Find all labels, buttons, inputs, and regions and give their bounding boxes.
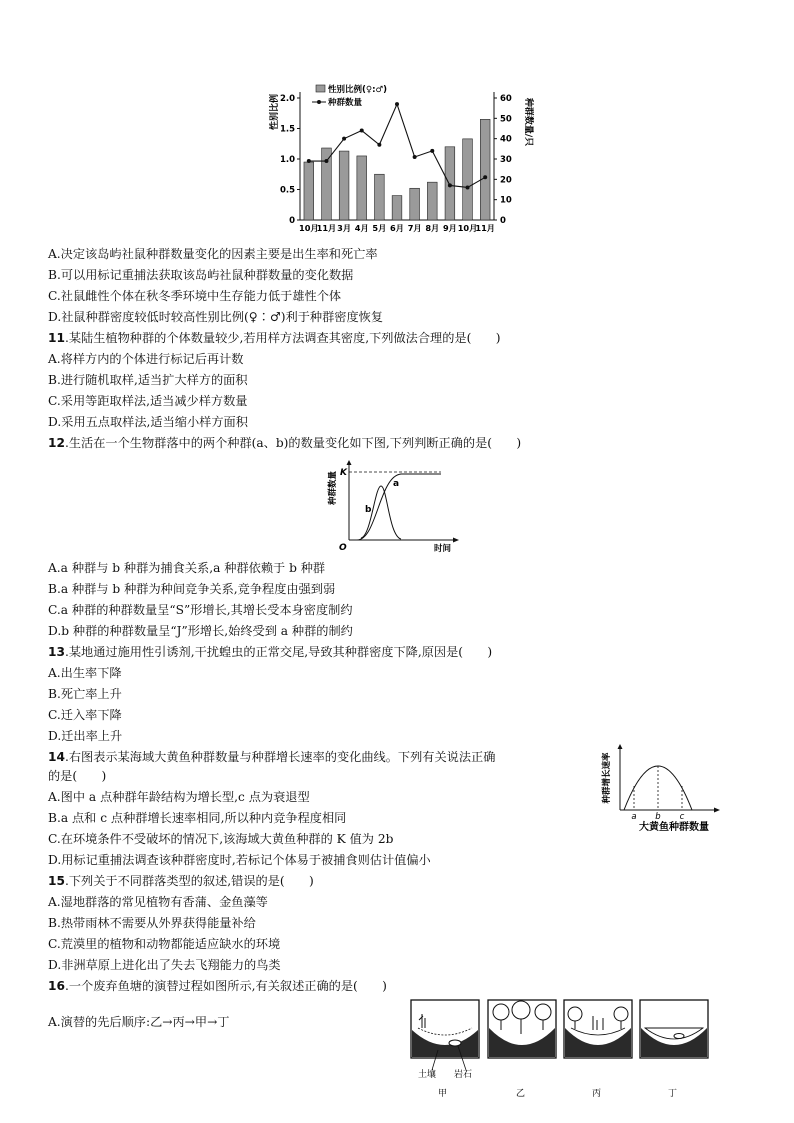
x-tick-label: 10月 [299,223,319,233]
origin-label: O [339,543,347,553]
succession-diagram [410,998,730,1100]
growth-rate-chart [600,742,725,840]
q14-option-a: A.图中 a 点种群年龄结构为增长型,c 点为衰退型 [48,790,310,804]
q12-option-a: A.a 种群与 b 种群为捕食关系,a 种群依赖于 b 种群 [48,561,326,575]
q14-stem: 14.右图表示某海域大黄鱼种群数量与种群增长速率的变化曲线。下列有关说法正确 [48,750,496,764]
panel-label-yi: 乙 [516,1089,526,1099]
line-point [430,149,434,153]
y-axis-label: 种群增长速率 [602,752,612,804]
line-point [395,102,399,106]
bar [480,119,490,220]
x-tick-label: 11月 [316,223,337,233]
y2-tick-label: 40 [500,134,512,145]
q12-option-d: D.b 种群的种群数量呈“J”形增长,始终受到 a 种群的制约 [48,624,353,638]
line-point [342,137,346,141]
x-axis-label: 时间 [434,544,452,554]
q10-option-c: C.社鼠雌性个体在秋冬季环境中生存能力低于雄性个体 [48,289,342,303]
panel-jia [411,1000,479,1070]
bar [375,174,385,220]
population-line [309,104,485,187]
q14-stem-cont: 的是( ) [48,769,107,783]
line-point [307,159,311,163]
q11-option-a: A.将样方内的个体进行标记后再计数 [48,352,244,366]
legend-bar-label: 性别比例(♀:♂) [328,85,388,95]
bar [427,182,437,220]
legend-line-label: 种群数量 [328,98,363,108]
q16-stem: 16.一个废弃鱼塘的演替过程如图所示,有关叙述正确的是( ) [48,979,387,993]
q12-stem: 12.生活在一个生物群落中的两个种群(a、b)的数量变化如下图,下列判断正确的是( ) [48,436,522,450]
line-point [377,143,381,147]
x-axis-label: 大黄鱼种群数量 [639,822,709,833]
x-tick-label: 5月 [372,223,387,233]
soil-label: 土壤 [418,1070,437,1080]
sex-ratio-chart [268,82,536,234]
bar [339,151,349,220]
y-axis-arrow [347,460,352,465]
bar [304,162,314,220]
y-tick-label: 1.5 [279,124,295,135]
panel-label-jia: 甲 [438,1089,448,1099]
x-tick-label: 11月 [475,223,495,233]
line-point [483,175,487,179]
y-tick-label: 0.5 [279,185,295,196]
y2-tick-label: 50 [500,114,512,125]
k-label: K [340,468,347,478]
x-tick-label: 9月 [442,223,457,233]
q15-option-b: B.热带雨林不需要从外界获得能量补给 [48,916,256,930]
bar [322,148,332,220]
q12-option-b: B.a 种群与 b 种群为种间竞争关系,竞争程度由强到弱 [48,582,336,596]
y2-tick-label: 0 [500,216,506,226]
q15-option-a: A.湿地群落的常见植物有香蒲、金鱼藻等 [48,895,268,909]
panel-label-bing: 丙 [592,1089,602,1099]
q11-option-d: D.采用五点取样法,适当缩小样方面积 [48,415,248,429]
panel-yi [488,1000,556,1058]
bar [392,196,402,220]
y-axis-arrow [618,744,623,749]
q13-option-a: A.出生率下降 [48,666,122,680]
y2-tick-label: 30 [500,155,512,165]
y2-axis-label: 种群数量/只 [523,97,533,147]
q12-option-c: C.a 种群的种群数量呈“S”形增长,其增长受本身密度制约 [48,603,353,617]
y-axis-label: 性别比例 [270,93,280,131]
x-tick-label: 10月 [457,223,478,233]
q14-option-d: D.用标记重捕法调查该种群密度时,若标记个体易于被捕食则估计值偏小 [48,853,431,867]
q15-option-c: C.荒漠里的植物和动物都能适应缺水的环境 [48,937,281,951]
q10-option-d: D.社鼠种群密度较低时较高性别比例(♀∶♂)利于种群密度恢复 [48,310,384,324]
bar [410,188,420,220]
panel-bing [564,1000,632,1058]
q13-option-d: D.迁出率上升 [48,729,123,743]
curve-b-label: b [365,505,372,515]
bar [463,139,473,220]
q10-option-a: A.决定该岛屿社鼠种群数量变化的因素主要是出生率和死亡率 [48,247,378,261]
rock-label: 岩石 [454,1070,473,1080]
q10-option-b: B.可以用标记重捕法获取该岛屿社鼠种群数量的变化数据 [48,268,354,282]
y2-tick-label: 20 [500,175,512,186]
q14-option-c: C.在环境条件不受破坏的情况下,该海域大黄鱼种群的 K 值为 2b [48,832,394,846]
point-label: a [631,812,637,822]
line-point [324,159,328,163]
x-tick-label: 3月 [337,223,352,233]
q13-option-b: B.死亡率上升 [48,687,122,701]
panel-ding [640,1000,708,1058]
line-point [360,129,364,133]
q11-option-b: B.进行随机取样,适当扩大样方的面积 [48,373,248,387]
panel-label-ding: 丁 [668,1089,678,1099]
curve-a-label: a [393,479,400,489]
y2-tick-label: 60 [500,94,512,104]
competition-chart [325,458,465,558]
y-tick-label: 1.0 [279,155,295,165]
q14-option-b: B.a 点和 c 点种群增长速率相同,所以种内竞争程度相同 [48,811,347,825]
point-label: b [655,812,661,822]
q11-option-c: C.采用等距取样法,适当减少样方数量 [48,394,248,408]
legend-bar-swatch [316,85,325,92]
q16-option-a: A.演替的先后顺序:乙→丙→甲→丁 [48,1015,230,1029]
y-tick-label: 2.0 [279,94,295,104]
q13-stem: 13.某地通过施用性引诱剂,干扰蝗虫的正常交尾,导致其种群密度下降,原因是( ) [48,645,493,659]
y2-tick-label: 10 [500,195,512,206]
x-axis-arrow [453,538,459,543]
bar [445,147,455,220]
line-point [413,155,417,159]
line-point [448,183,452,187]
x-tick-label: 7月 [407,223,422,233]
x-axis-arrow [714,808,720,813]
q15-option-d: D.非洲草原上进化出了失去飞翔能力的鸟类 [48,958,281,972]
x-tick-label: 4月 [354,223,369,233]
q11-stem: 11.某陆生植物种群的个体数量较少,若用样方法调查其密度,下列做法合理的是( ) [48,331,501,345]
x-tick-label: 6月 [390,223,404,233]
x-tick-label: 8月 [425,223,440,233]
legend-line-marker [317,100,321,104]
y-axis-label: 种群数量 [328,470,338,506]
point-label: c [679,812,685,822]
q15-stem: 15.下列关于不同群落类型的叙述,错误的是( ) [48,874,314,888]
bar [357,156,367,220]
line-point [466,185,470,189]
y-tick-label: 0 [289,216,295,226]
q13-option-c: C.迁入率下降 [48,708,122,722]
